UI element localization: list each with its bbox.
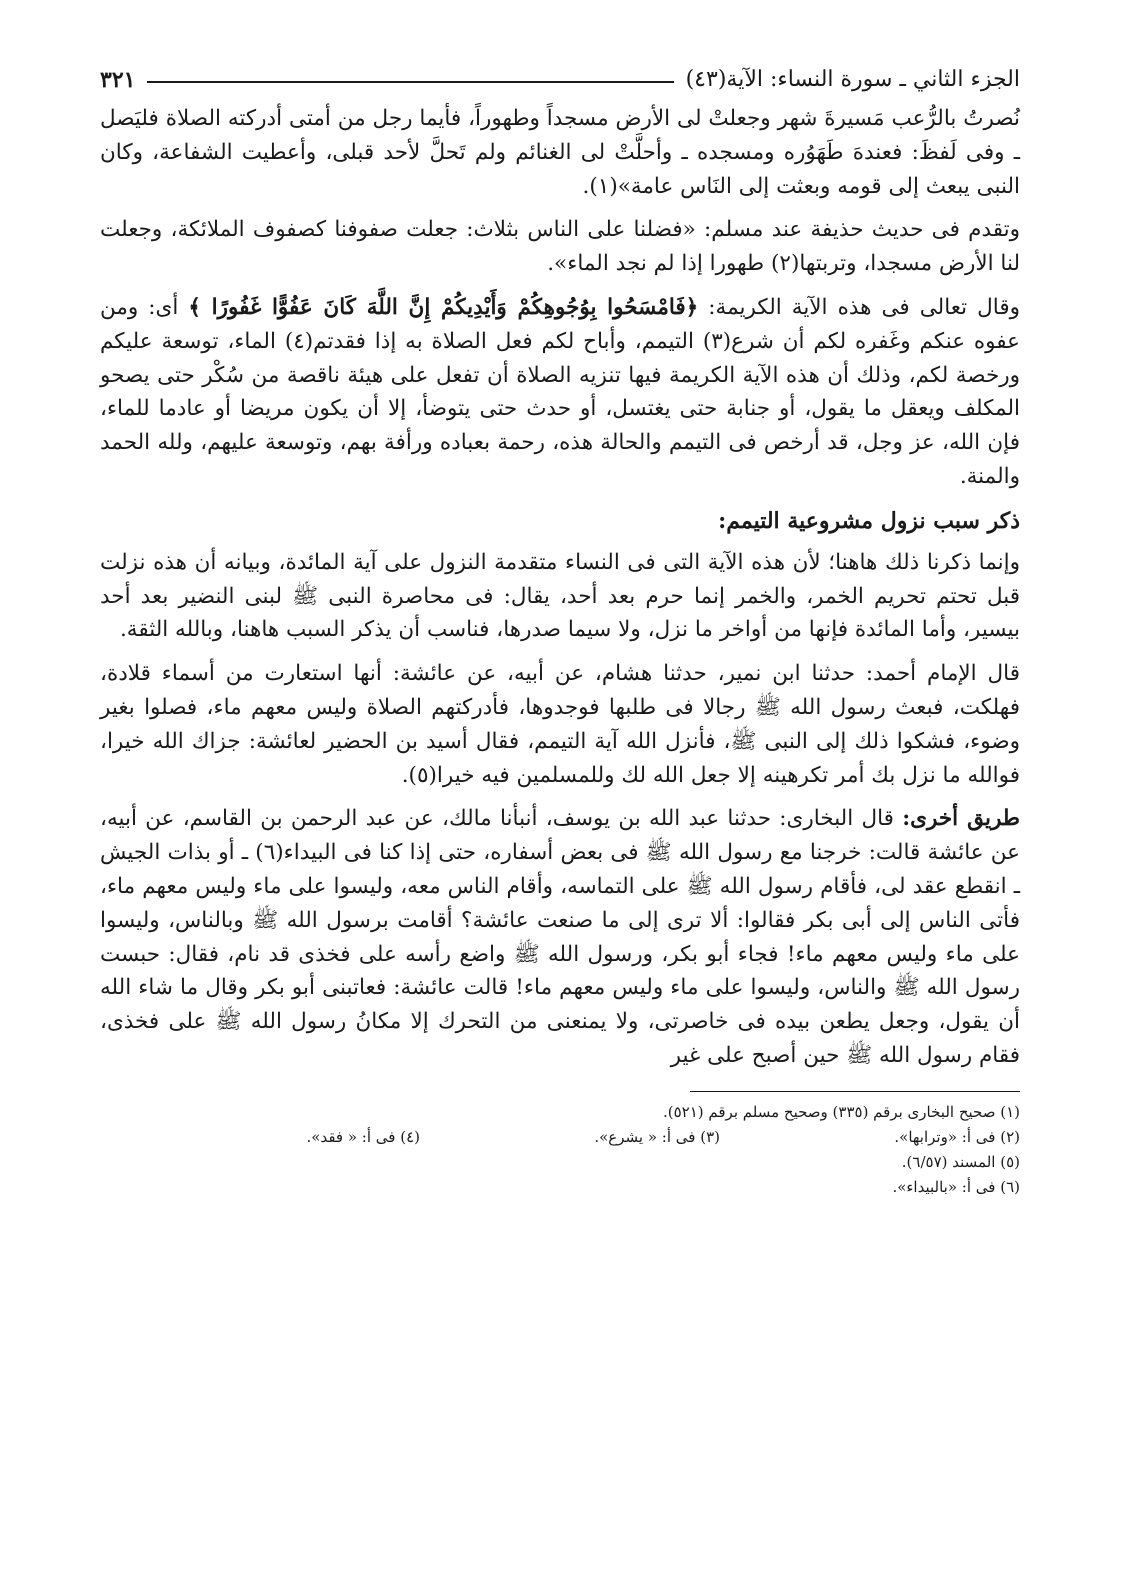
running-title: الجزء الثاني ـ سورة النساء: الآية(٤٣) xyxy=(685,67,1020,92)
paragraph-verse-commentary xyxy=(100,291,1020,494)
paragraph: نُصرتُ بالرُّعب مَسيرةَ شهر وجعلتْ لى الأرض مسجداً وطهوراً، فأيما رجل من أمتى أدركته الصلاة فليَصل ـ وفى لَفظَ: فعندهَ طَهَوُره ومسجده ـ وأحلَّتْ لى الغنائم ولم تَحلَّ لأحد قبلى، وأعطيت الشفاعة، وكان النبى يبعث إلى قومه وبعثت إلى النَاس عامة»(١). xyxy=(100,106,1020,199)
footnote-row xyxy=(100,1125,1020,1150)
page xyxy=(100,62,1020,1200)
footnote-2: (٢) فى أ: «وترابها». xyxy=(894,1127,1020,1146)
footnote-rule xyxy=(690,1091,1020,1092)
paragraph: وإنما ذكرنا ذلك هاهنا؛ لأن هذه الآية التى فى النساء متقدمة النزول على آية المائدة، وبيانه أن هذه نزلت قبل تحتم تحريم الخمر، والخمر إنما حرم بعد أحد، يقال: فى محاصرة النبى ﷺ لبنى النضير بعد أحد بيسير، وأما المائدة فإنها من أواخر ما نزل، ولا سيما صدرها، فناسب أن يذكر السبب هاهنا، وبالله الثقة. xyxy=(100,549,1020,643)
page-number: ٣٢١ xyxy=(100,67,136,93)
paragraph xyxy=(100,802,1020,1072)
running-header xyxy=(100,62,1020,98)
footnote-1: (١) صحيح البخارى برقم (٣٣٥) وصحيح مسلم برقم (٥٢١). xyxy=(662,1102,1020,1121)
header-rule xyxy=(147,81,673,83)
paragraph: وتقدم فى حديث حذيفة عند مسلم: «فضلنا على الناس بثلاث: جعلت صفوفنا كصفوف الملائكة، وجعلت لنا الأرض مسجدا، وتربتها(٢) طهورا إذا لم نجد الماء». xyxy=(100,217,1020,277)
footnote-4: (٤) فى أ: « فقد». xyxy=(306,1127,420,1146)
quran-verse: ﴿فَامْسَحُوا بِوُجُوهِكُمْ وَأَيْدِيكُمْ إِنَّ اللَّهَ كَانَ عَفُوًّا غَفُورًا ﴾ xyxy=(188,294,699,320)
verse-commentary: أى: ومن عفوه عنكم وغَفره لكم أن شرع(٣) التيمم، وأباح لكم فعل الصلاة به إذا فقدتم(٤) الماء، توسعة عليكم ورخصة لكم، وذلك أن هذه الآية الكريمة فيها تنزيه الصلاة أن تفعل على هيئة ناقصة من سُكْر حتى يصحو المكلف ويعقل ما يقول، أو جنابة حتى يغتسل، أو حدث حتى يتوضأ، إلا أن يكون مريضا أو عادما للماء، فإن الله، عز وجل، قد أرخص فى التيمم والحالة هذه، رحمة بعباده ورأفة بهم، وتوسعة عليهم، ولله الحمد والمنة. xyxy=(100,294,1020,489)
section-heading: ذكر سبب نزول مشروعية التيمم: xyxy=(718,507,1020,534)
paragraph: قال الإمام أحمد: حدثنا ابن نمير، حدثنا هشام، عن أبيه، عن عائشة: أنها استعارت من أسماء قلادة، فهلكت، فبعث رسول الله ﷺ رجالا فى طلبها فوجدوها، فأدركتهم الصلاة وليس معهم ماء، فصلوا بغير وضوء، فشكوا ذلك إلى النبى ﷺ، فأنزل الله آية التيمم، فقال أسيد بن الحضير لعائشة: جزاك الله خيرا، فوالله ما نزل بك أمر تكرهينه إلا جعل الله لك وللمسلمين فيه خيرا(٥). xyxy=(100,661,1020,788)
footnote-5: (٥) المسند (٦/٥٧). xyxy=(901,1152,1020,1171)
footnote-6: (٦) فى أ: «بالبيداء». xyxy=(892,1177,1020,1196)
footnote-3: (٣) فى أ: « يشرع». xyxy=(594,1127,720,1146)
verse-intro: وقال تعالى فى هذه الآية الكريمة: xyxy=(698,294,1020,320)
paragraph-lead: طريق أخرى: xyxy=(902,806,1020,832)
paragraph-text: قال البخارى: حدثنا عبد الله بن يوسف، أنبأنا مالك، عن عبد الرحمن بن القاسم، عن أبيه، عن عائشة قالت: خرجنا مع رسول الله ﷺ فى بعض أسفاره، حتى إذا كنا فى البيداء(٦) ـ أو بذات الجيش ـ انقطع عقد لى، فأقام رسول الله ﷺ على التماسه، وأقام الناس معه، وليسوا على ماء وليس معهم ماء، فأتى الناس إلى أبى بكر فقالوا: ألا ترى إلى ما صنعت عائشة؟ أقامت برسول الله ﷺ وبالناس، وليسوا على ماء وليس معهم ماء! فجاء أبو بكر، ورسول الله ﷺ واضع رأسه على فخذى قد نام، فقال: حبست رسول الله ﷺ والناس، وليسوا على ماء وليس معهم ماء! قالت عائشة: فعاتبنى أبو بكر وقال ما شاء الله أن يقول، وجعل يطعن بيده فى خاصرتى، ولا يمنعنى من التحرك إلا مكانُ رسول الله ﷺ على فخذى، فقام رسول الله ﷺ حين أصبح على غير xyxy=(100,806,1020,1068)
